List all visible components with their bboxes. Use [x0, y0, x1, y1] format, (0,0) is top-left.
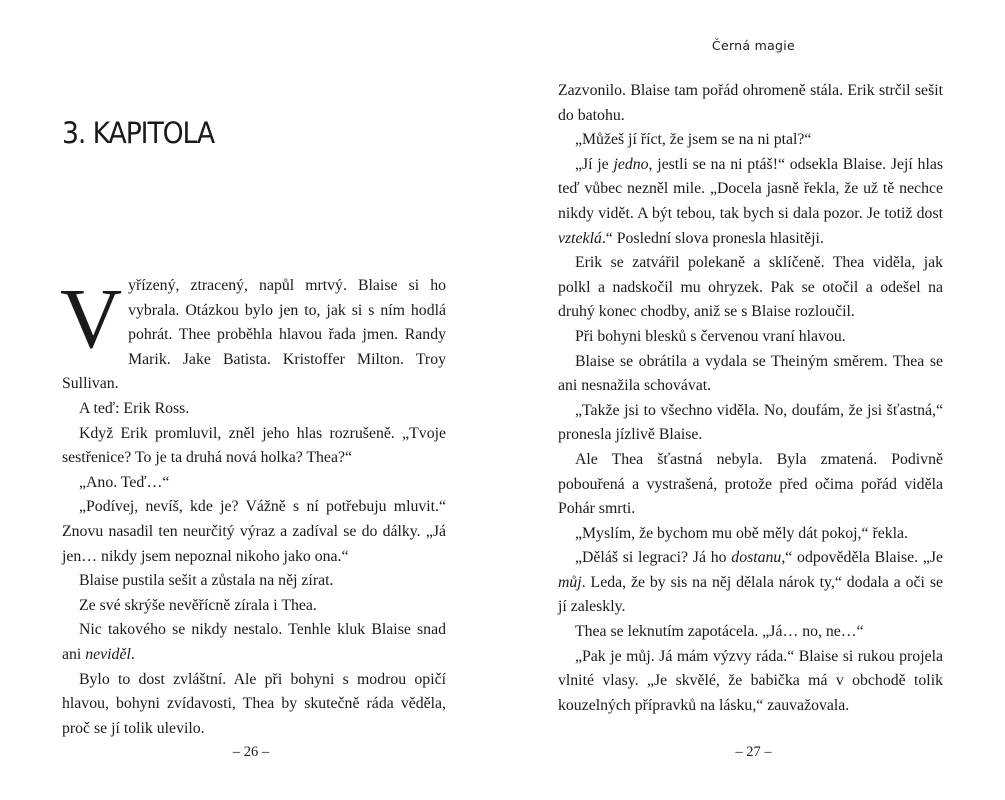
paragraph: „Jí je jedno, jestli se na ni ptáš!“ odsekla Blaise. Její hlas teď vůbec nezněl mile. „Docela jasně řekla, že už tě nechce nikdy vidět. A být tebou, tak bych si dala pozor. Je totiž dost vzteklá.“ Poslední slova pronesla hlasitěji. — [558, 155, 943, 247]
paragraph: Bylo to dost zvláštní. Ale při bohyni s modrou opičí hlavou, bohyni zvídavosti, Thea by skutečně ráda věděla, proč se jí tolik ulevilo. — [62, 670, 446, 737]
paragraph: „Takže jsi to všechno viděla. No, doufám, že jsi šťastná,“ pronesla jízlivě Blaise. — [558, 401, 943, 444]
right-page-text — [558, 79, 943, 718]
left-page-text — [60, 270, 446, 741]
paragraph: „Můžeš jí říct, že jsem se na ni ptal?“ — [575, 131, 812, 149]
paragraph: „Ano. Teď…“ — [79, 473, 170, 491]
paragraph: Při bohyni blesků s červenou vraní hlavou. — [575, 327, 846, 345]
paragraph: Zazvonilo. Blaise tam pořád ohromeně stála. Erik strčil sešit do batohu. — [558, 82, 943, 124]
paragraph: Když Erik promluvil, zněl jeho hlas rozrušeně. „Tvoje sestřenice? To je ta druhá nová holka? Thea?“ — [62, 424, 446, 467]
paragraph: Blaise se obrátila a vydala se Theiným směrem. Thea se ani nesnažila schovávat. — [558, 352, 943, 395]
paragraph: Ale Thea šťastná nebyla. Byla zmatená. Podivně pobouřená a vystrašená, protože před očima pořád viděla Pohár smrti. — [558, 450, 943, 518]
page-number-left: – 26 – — [232, 744, 270, 760]
page-number-right: – 27 – — [735, 744, 772, 760]
paragraph: A teď: Erik Ross. — [79, 399, 190, 417]
running-head: Černá magie — [711, 38, 796, 53]
opening-paragraph: Vyřízený, ztracený, napůl mrtvý. Blaise si ho vybrala. Otázkou bylo jen to, jak si s ním hodlá pohrát. Thee proběhla hlavou řada jmen. Randy Marik. Jake Batista. Kristoffer Milton. Troy Sullivan. — [60, 270, 446, 393]
paragraph: „Děláš si legraci? Já ho dostanu,“ odpověděla Blaise. „Je můj. Leda, že by sis na něj dělala nárok ty,“ dodala a oči se jí zaleskly. — [558, 549, 944, 616]
paragraph: „Myslím, že bychom mu obě měly dát pokoj,“ řekla. — [575, 524, 908, 542]
paragraph: Nic takového se nikdy nestalo. Tenhle kluk Blaise snad ani neviděl. — [62, 621, 446, 663]
drop-cap: V — [60, 270, 123, 366]
paragraph: Blaise pustila sešit a zůstala na něj zírat. — [79, 572, 334, 590]
right-page — [502, 0, 1005, 800]
paragraph: „Podívej, nevíš, kde je? Vážně s ní potřebuju mluvit.“ Znovu nasadil ten neurčitý výraz a zadíval se do dálky. „Já jen… nikdy jsem nepoznal nikoho jako ona.“ — [62, 498, 446, 565]
paragraph: Thea se leknutím zapotácela. „Já… no, ne…“ — [575, 623, 864, 641]
paragraph: Ze své skrýše nevěřícně zírala i Thea. — [79, 596, 317, 614]
paragraph: Erik se zatvářil polekaně a sklíčeně. Thea viděla, jak polkl a nadskočil mu ohryzek. Pak se otočil a odešel na druhý konec chodby, aniž se s Blaise rozloučil. — [558, 254, 943, 321]
chapter-title: 3. KAPITOLA — [62, 116, 215, 150]
left-page — [0, 0, 502, 800]
paragraph: „Pak je můj. Já mám výzvy ráda.“ Blaise si rukou projela vlnité vlasy. „Je skvělé, že babička má v obchodě tolik kouzelných přípravků na lásku,“ zauvažovala. — [558, 647, 943, 714]
